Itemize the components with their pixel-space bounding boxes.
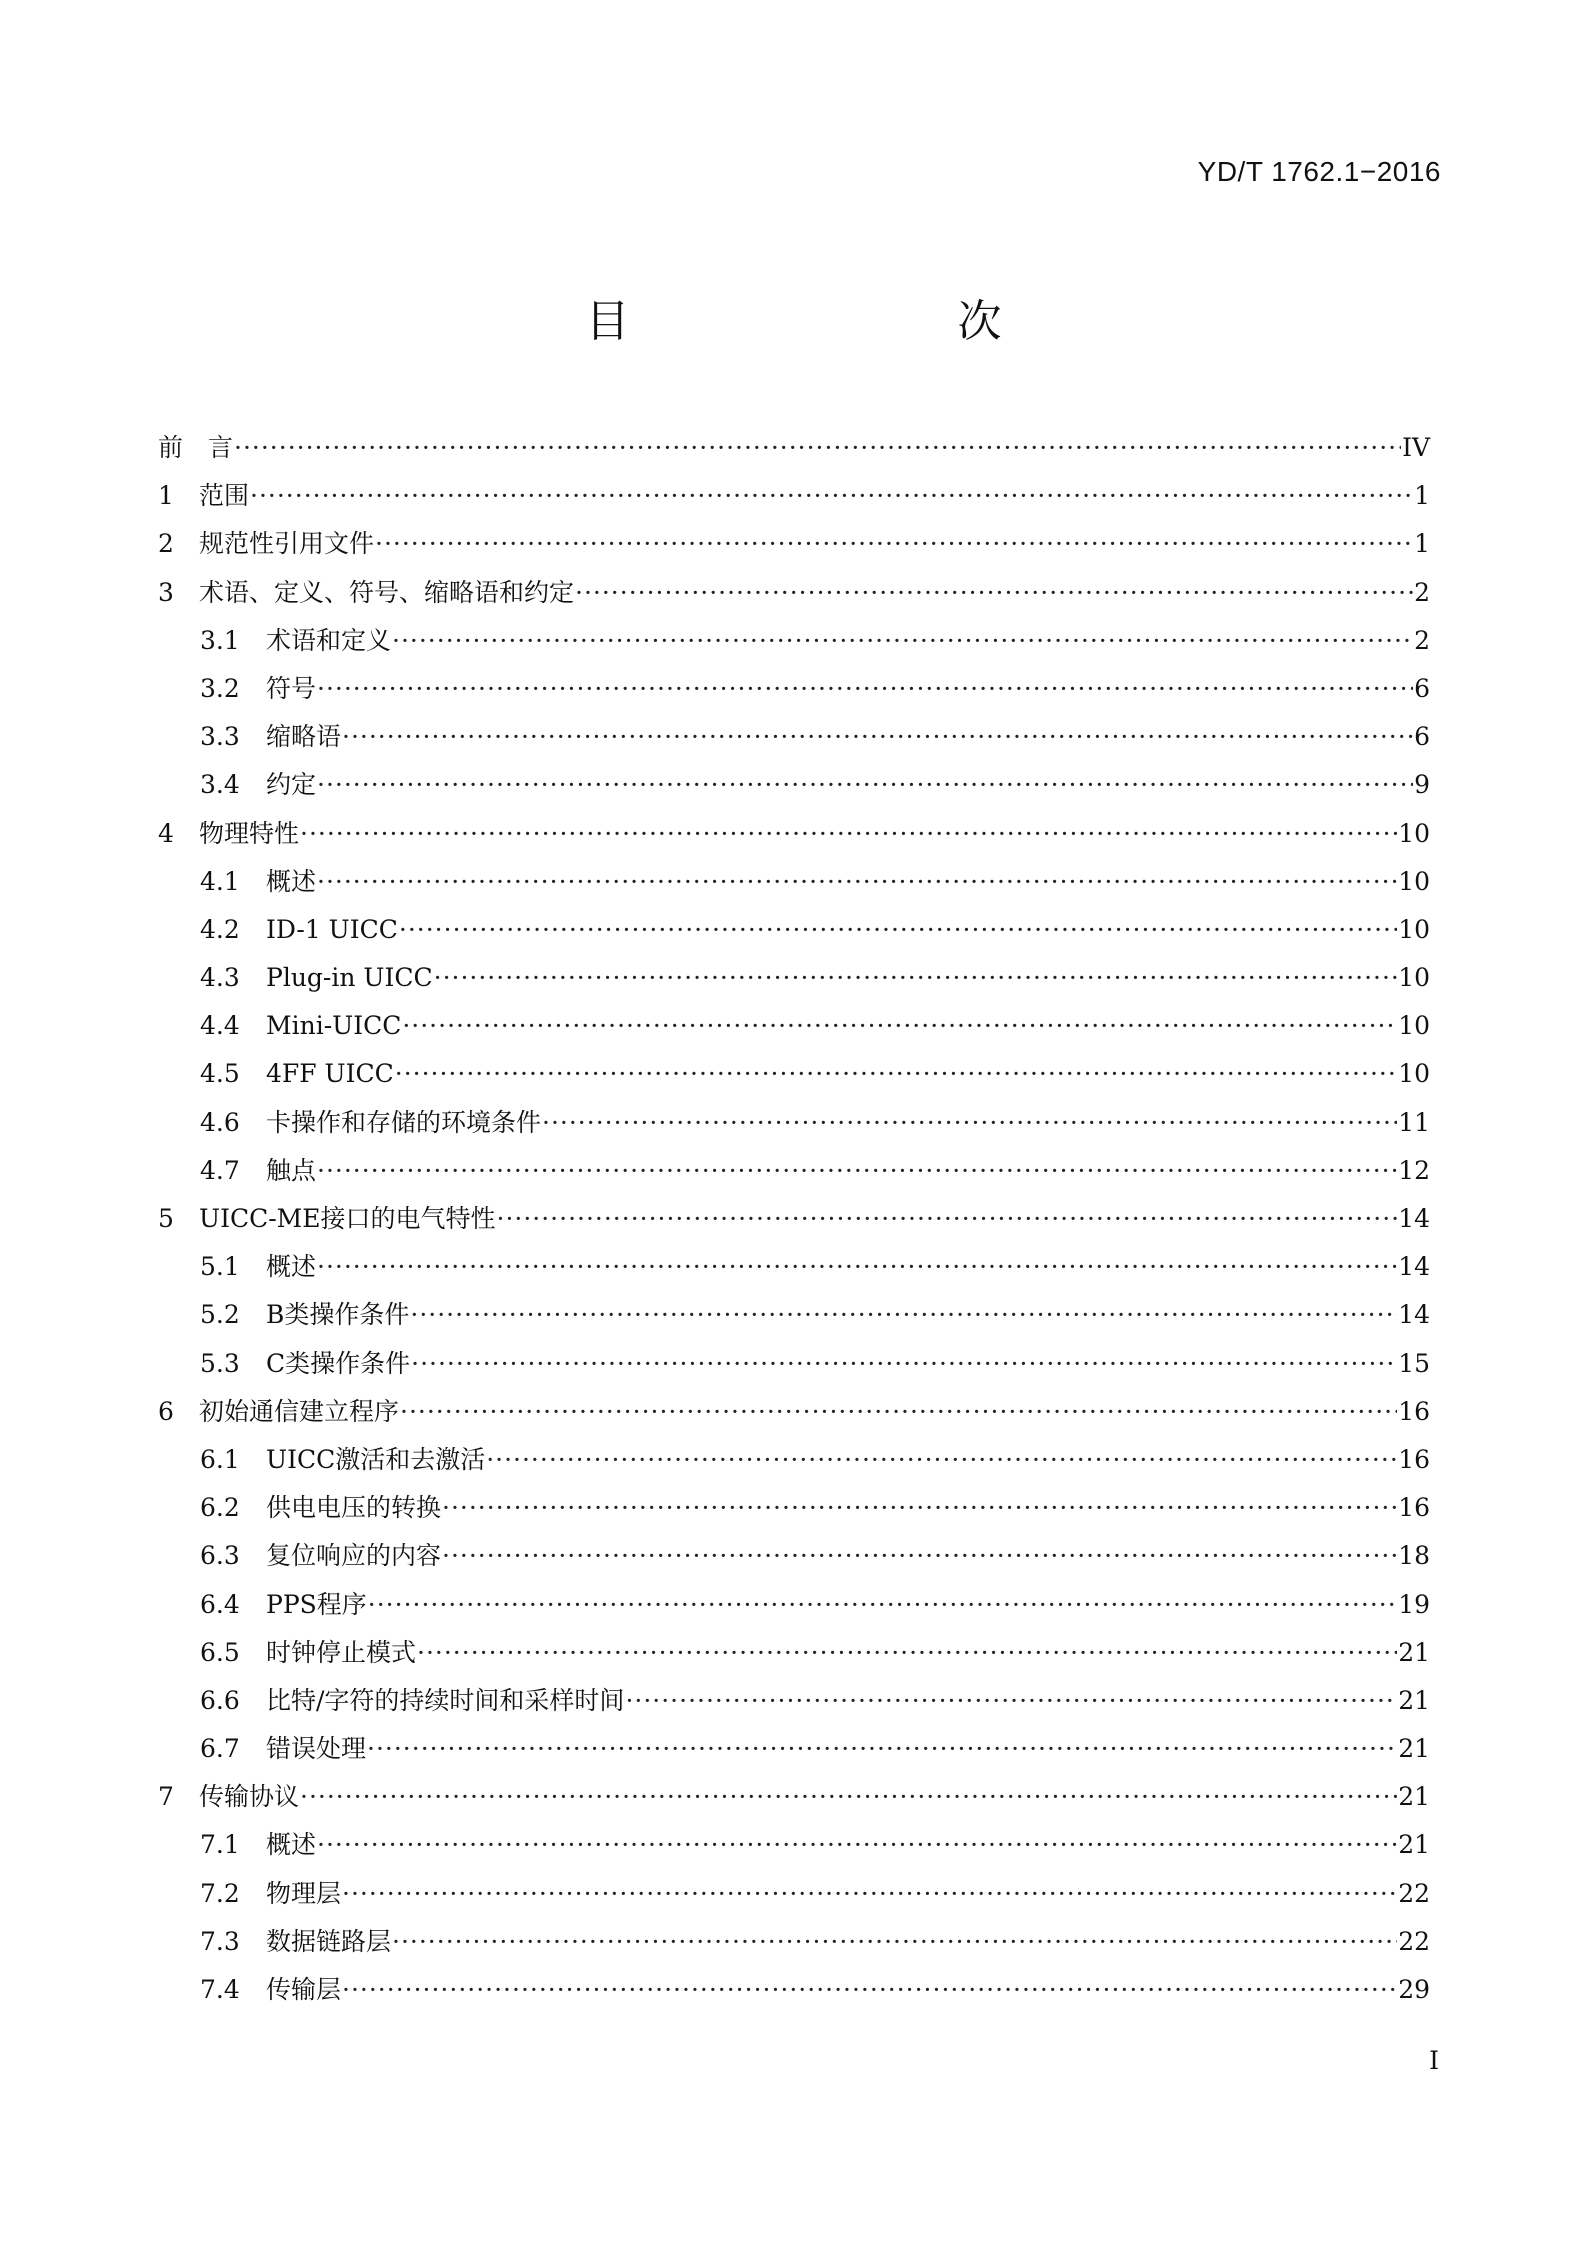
toc-entry-number: 5.3	[200, 1348, 240, 1378]
toc-entry-label: 触点	[266, 1155, 317, 1185]
toc-entry-label: 供电电压的转换	[266, 1493, 442, 1523]
toc-entry-label: UICC激活和去激活	[266, 1444, 486, 1474]
document-code: YD/T 1762.1−2016	[1197, 156, 1441, 187]
toc-entry-page: 21	[1398, 1830, 1430, 1860]
toc-entry-page: 21	[1398, 1685, 1430, 1715]
toc-leader-dots	[375, 520, 1413, 568]
toc-leader-dots	[400, 1388, 1397, 1436]
toc-entry[interactable]	[158, 1147, 1430, 1195]
toc-entry-page: 15	[1398, 1348, 1430, 1378]
toc-entry-page: 14	[1398, 1252, 1430, 1282]
toc-entry[interactable]	[158, 1821, 1430, 1869]
toc-entry-label: 物理层	[266, 1878, 342, 1908]
toc-entry-label: Mini-UICC	[266, 1011, 402, 1041]
toc-entry-number: 6.4	[200, 1589, 240, 1619]
toc-leader-dots	[342, 1870, 1397, 1918]
toc-leader-dots	[411, 1340, 1397, 1388]
toc-entry[interactable]	[158, 906, 1430, 954]
toc-entry-label: UICC-ME接口的电气特性	[199, 1204, 496, 1233]
toc-entry-number: 4	[158, 818, 174, 848]
toc-entry[interactable]	[158, 1099, 1430, 1147]
toc-entry-number: 6.3	[200, 1541, 240, 1571]
toc-entry[interactable]	[158, 1050, 1430, 1098]
toc-entry-page: 10	[1398, 818, 1430, 848]
toc-entry-page: 16	[1398, 1444, 1430, 1474]
toc-entry[interactable]	[158, 1629, 1430, 1677]
toc-leader-dots	[417, 1629, 1397, 1677]
toc-entry-number: 4.2	[200, 914, 240, 944]
toc-leader-dots	[300, 810, 1397, 858]
toc-entry-label: 前 言	[158, 433, 234, 462]
toc-entry-label: 术语和定义	[266, 625, 392, 655]
toc-entry-page: 1	[1414, 481, 1430, 511]
toc-entry-number: 6.5	[200, 1637, 240, 1667]
toc-entry[interactable]	[158, 1388, 1430, 1436]
toc-leader-dots	[367, 1725, 1397, 1773]
toc-entry-number: 3	[158, 577, 174, 607]
toc-entry-number: 7.4	[200, 1975, 240, 2004]
toc-entry-number: 6.1	[200, 1444, 240, 1474]
toc-entry-label: 初始通信建立程序	[199, 1396, 400, 1426]
toc-entry-label: 复位响应的内容	[266, 1541, 442, 1571]
toc-entry-page: 10	[1398, 963, 1430, 993]
toc-entry-page: 1	[1414, 529, 1430, 559]
toc-leader-dots	[392, 1918, 1397, 1966]
toc-entry-number: 7	[158, 1782, 174, 1812]
toc-entry-page: 16	[1398, 1396, 1430, 1426]
toc-entry[interactable]	[158, 761, 1430, 809]
toc-entry-number: 5.1	[200, 1252, 240, 1282]
toc-entry-number: 7.1	[200, 1830, 240, 1860]
toc-entry[interactable]	[158, 1532, 1430, 1580]
toc-entry-label: 传输层	[266, 1975, 342, 2004]
toc-leader-dots	[368, 1581, 1397, 1629]
toc-entry-number: 5	[158, 1204, 174, 1233]
toc-entry-label: 4FF UICC	[266, 1059, 394, 1089]
toc-entry-label: PPS程序	[266, 1589, 367, 1619]
toc-entry-page: 10	[1398, 1059, 1430, 1089]
toc-leader-dots	[342, 1966, 1397, 2014]
toc-leader-dots	[410, 1291, 1397, 1339]
toc-leader-dots	[234, 424, 1401, 472]
toc-entry-label: 范围	[199, 481, 250, 511]
toc-entry-label: 物理特性	[199, 818, 300, 848]
toc-leader-dots	[497, 1195, 1398, 1243]
toc-entry-page: 10	[1398, 914, 1430, 944]
toc-entry[interactable]	[158, 520, 1430, 568]
toc-leader-dots	[317, 761, 1413, 809]
toc-entry[interactable]	[158, 1436, 1430, 1484]
toc-entry[interactable]	[158, 1291, 1430, 1339]
toc-entry-label: 概述	[266, 1252, 317, 1282]
toc-entry-page: 2	[1414, 625, 1430, 655]
toc-entry[interactable]	[158, 1340, 1430, 1388]
toc-entry-number: 6.6	[200, 1685, 240, 1715]
toc-entry-number: 7.2	[200, 1878, 240, 1908]
toc-entry-label: 错误处理	[266, 1734, 367, 1764]
toc-entry[interactable]	[158, 1581, 1430, 1629]
toc-entry-page: 21	[1398, 1734, 1430, 1764]
toc-entry-label: Plug-in UICC	[266, 963, 433, 993]
toc-entry-page: 14	[1398, 1300, 1430, 1330]
toc-entry-page: 10	[1398, 1011, 1430, 1041]
toc-entry[interactable]	[158, 1243, 1430, 1291]
table-of-contents	[158, 424, 1430, 2014]
toc-entry-number: 3.1	[200, 625, 240, 655]
toc-entry-number: 2	[158, 529, 174, 559]
toc-entry-label: 时钟停止模式	[266, 1637, 417, 1667]
toc-entry-label: 规范性引用文件	[199, 529, 375, 559]
toc-entry-number: 4.5	[200, 1059, 240, 1089]
toc-entry-label: B类操作条件	[266, 1300, 410, 1330]
toc-entry[interactable]	[158, 1677, 1430, 1725]
toc-entry[interactable]	[158, 424, 1430, 472]
toc-leader-dots	[442, 1484, 1397, 1532]
toc-entry-number: 4.7	[200, 1155, 240, 1185]
toc-leader-dots	[317, 858, 1397, 906]
toc-entry-number: 4.4	[200, 1011, 240, 1041]
toc-entry-page: 19	[1398, 1589, 1430, 1619]
toc-entry-page: 18	[1398, 1541, 1430, 1571]
toc-leader-dots	[317, 1243, 1397, 1291]
toc-entry-page: 2	[1414, 577, 1430, 607]
toc-entry-page: 10	[1398, 866, 1430, 896]
toc-leader-dots	[250, 472, 1413, 520]
toc-entry-number: 5.2	[200, 1300, 240, 1330]
toc-entry-page: 12	[1398, 1155, 1430, 1185]
toc-leader-dots	[342, 713, 1413, 761]
toc-entry[interactable]	[158, 665, 1430, 713]
toc-entry-number: 6	[158, 1396, 174, 1426]
toc-leader-dots	[317, 1147, 1397, 1195]
toc-entry-label: ID-1 UICC	[266, 914, 398, 944]
toc-entry-number: 6.2	[200, 1493, 240, 1523]
toc-leader-dots	[392, 617, 1413, 665]
page-number: I	[1429, 2046, 1439, 2075]
toc-entry-label: 数据链路层	[266, 1926, 392, 1956]
toc-entry-page: 16	[1398, 1493, 1430, 1523]
toc-entry-page: 21	[1398, 1637, 1430, 1667]
toc-entry-number: 7.3	[200, 1926, 240, 1956]
toc-entry[interactable]	[158, 858, 1430, 906]
toc-leader-dots	[575, 569, 1413, 617]
toc-entry-label: 比特/字符的持续时间和采样时间	[266, 1685, 625, 1715]
toc-entry[interactable]	[158, 1725, 1430, 1773]
toc-entry[interactable]	[158, 1918, 1430, 1966]
toc-entry-page: 6	[1414, 722, 1430, 752]
toc-leader-dots	[317, 1821, 1397, 1869]
toc-leader-dots	[402, 1002, 1397, 1050]
toc-entry-label: 约定	[266, 770, 317, 800]
toc-leader-dots	[434, 954, 1398, 1002]
toc-entry[interactable]	[158, 1773, 1430, 1821]
toc-entry-page: IV	[1402, 433, 1430, 462]
toc-leader-dots	[395, 1050, 1397, 1098]
toc-entry[interactable]	[158, 472, 1430, 520]
toc-entry[interactable]	[158, 569, 1430, 617]
toc-entry-page: 22	[1398, 1926, 1430, 1956]
toc-entry-number: 3.2	[200, 673, 240, 703]
toc-entry-number: 3.3	[200, 722, 240, 752]
toc-leader-dots	[300, 1773, 1397, 1821]
toc-entry[interactable]	[158, 1870, 1430, 1918]
toc-entry-label: 缩略语	[266, 722, 342, 752]
toc-entry-page: 6	[1414, 673, 1430, 703]
toc-entry[interactable]	[158, 1002, 1430, 1050]
toc-entry-label: 传输协议	[199, 1782, 300, 1812]
toc-entry-page: 9	[1414, 770, 1430, 800]
toc-leader-dots	[399, 906, 1397, 954]
toc-leader-dots	[317, 665, 1413, 713]
toc-entry[interactable]	[158, 1966, 1430, 2014]
toc-leader-dots	[442, 1532, 1397, 1580]
toc-entry-number: 4.1	[200, 866, 240, 896]
toc-leader-dots	[542, 1099, 1397, 1147]
toc-entry-number: 4.6	[200, 1107, 240, 1137]
toc-entry[interactable]	[158, 617, 1430, 665]
toc-entry-page: 11	[1398, 1107, 1430, 1137]
toc-entry[interactable]	[158, 810, 1430, 858]
toc-entry-label: 符号	[266, 673, 317, 703]
toc-entry-label: 术语、定义、符号、缩略语和约定	[199, 577, 575, 607]
toc-leader-dots	[486, 1436, 1397, 1484]
toc-entry-page: 21	[1398, 1782, 1430, 1812]
toc-entry[interactable]	[158, 954, 1430, 1002]
toc-entry-number: 6.7	[200, 1734, 240, 1764]
toc-entry-page: 14	[1398, 1204, 1430, 1233]
toc-entry-number: 1	[158, 481, 174, 511]
toc-entry-number: 3.4	[200, 770, 240, 800]
toc-entry-number: 4.3	[200, 963, 240, 993]
toc-entry-page: 29	[1398, 1975, 1430, 2004]
toc-leader-dots	[625, 1677, 1397, 1725]
toc-entry-label: 卡操作和存储的环境条件	[266, 1107, 542, 1137]
toc-entry[interactable]	[158, 1484, 1430, 1532]
toc-entry[interactable]	[158, 1195, 1430, 1243]
toc-entry-label: 概述	[266, 866, 317, 896]
toc-entry-page: 22	[1398, 1878, 1430, 1908]
page-title: 目 次	[585, 296, 1082, 347]
toc-entry-label: 概述	[266, 1830, 317, 1860]
toc-entry-label: C类操作条件	[266, 1348, 411, 1378]
toc-entry[interactable]	[158, 713, 1430, 761]
